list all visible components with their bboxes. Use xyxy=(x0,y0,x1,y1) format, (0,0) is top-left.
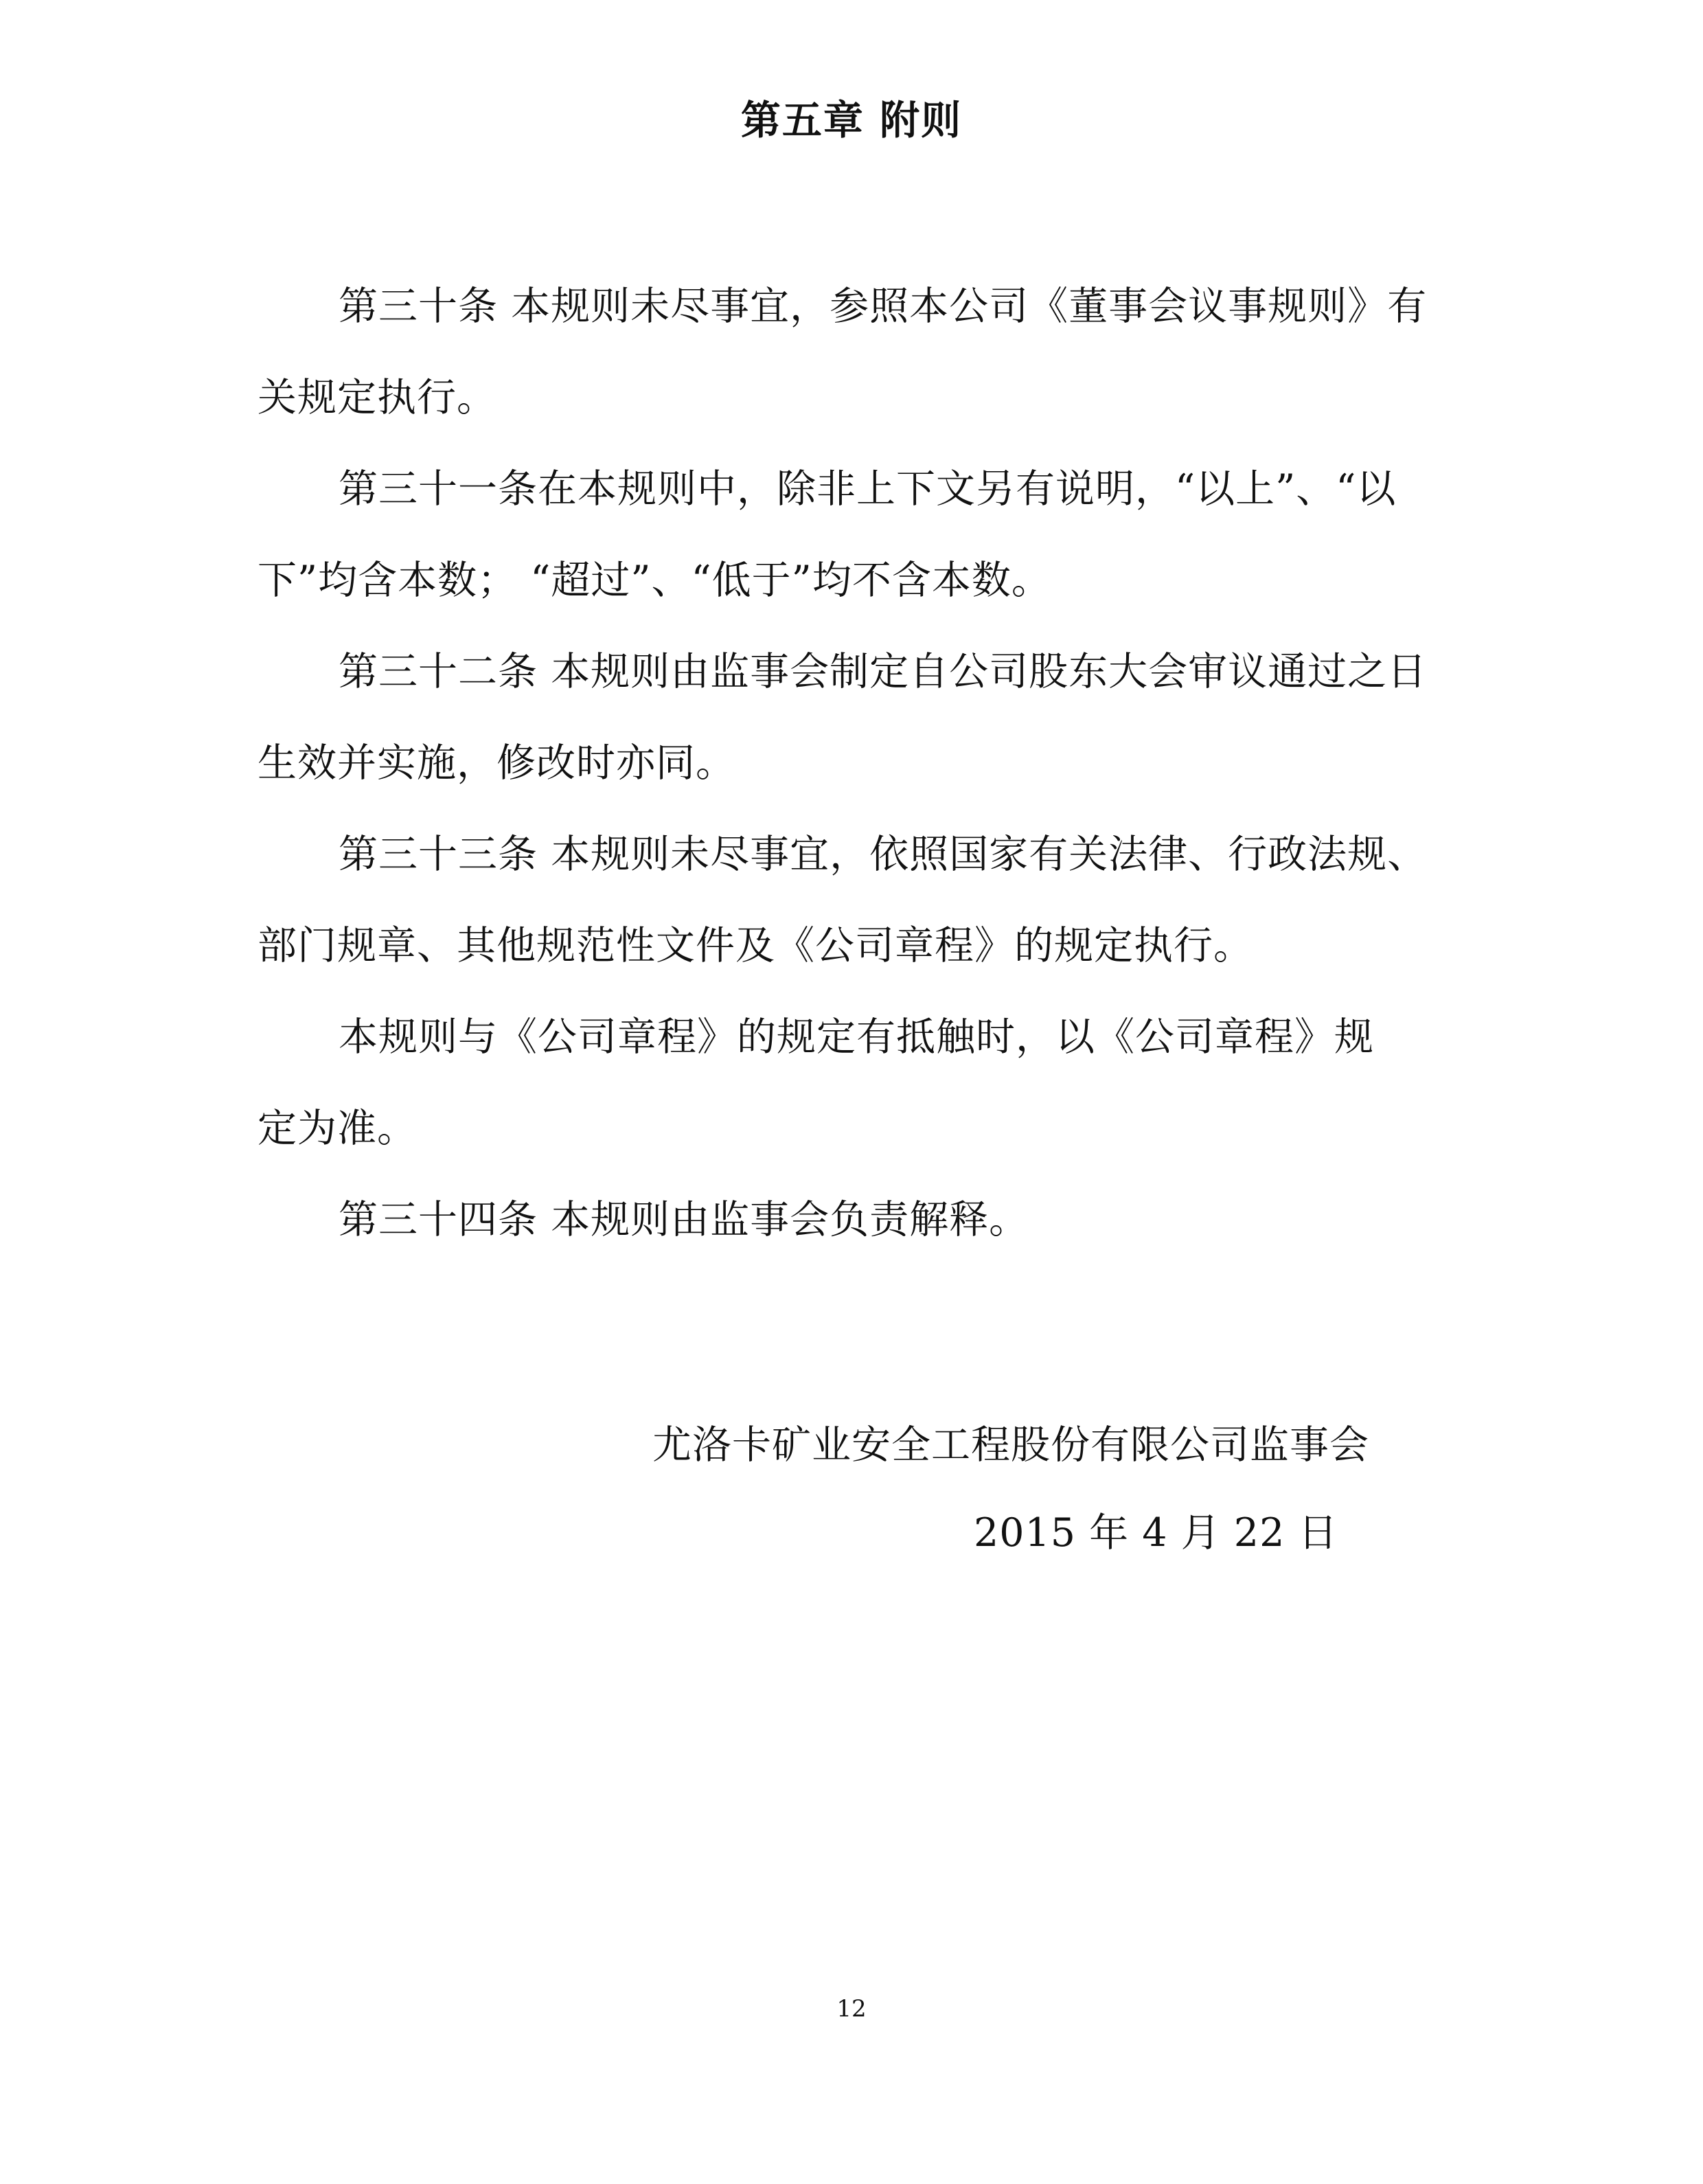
page-number: 12 xyxy=(836,1995,867,2023)
chapter-title: 第五章 附则 xyxy=(740,97,963,144)
article-30: 第三十条 本规则未尽事宜，参照本公司《董事会议事规则》有关规定执行。 xyxy=(258,284,1428,420)
signature-organization: 尤洛卡矿业安全工程股份有限公司监事会 xyxy=(652,1422,1369,1468)
article-33-supplement: 本规则与《公司章程》的规定有抵触时，以《公司章程》规定为准。 xyxy=(258,1014,1374,1151)
article-31: 第三十一条在本规则中，除非上下文另有说明，“以上”、“以下”均含本数； “超过”、“低于”均不含本数。 xyxy=(258,466,1397,603)
article-34: 第三十四条 本规则由监事会负责解释。 xyxy=(339,1197,1029,1242)
document-body xyxy=(258,261,1439,1266)
article-32: 第三十二条 本规则由监事会制定自公司股东大会审议通过之日生效并实施，修改时亦同。 xyxy=(258,649,1428,786)
article-33: 第三十三条 本规则未尽事宜，依照国家有关法律、行政法规、部门规章、其他规范性文件及《公司章程》的规定执行。 xyxy=(258,832,1428,968)
signature-date: 2015 年 4 月 22 日 xyxy=(974,1510,1338,1556)
